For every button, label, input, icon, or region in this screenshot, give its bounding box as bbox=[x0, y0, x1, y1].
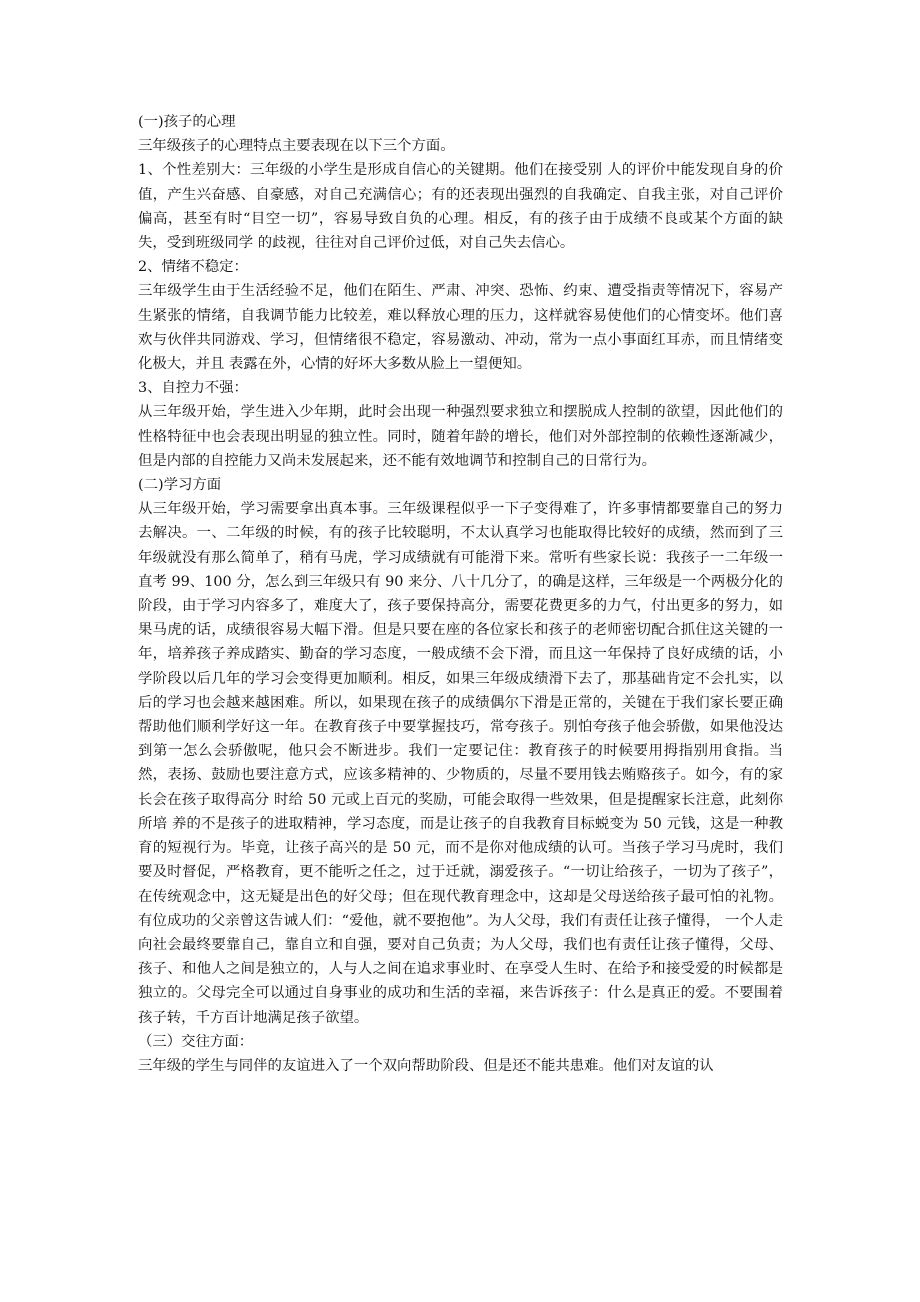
section1-intro: 三年级孩子的心理特点主要表现在以下三个方面。 bbox=[138, 138, 455, 155]
section2-heading: (二)学习方面 bbox=[138, 477, 222, 494]
section3-heading: （三）交往方面： bbox=[138, 1033, 254, 1050]
section1-heading: (一)孩子的心理 bbox=[138, 114, 236, 130]
section1-point2-title: 2、情绪不稳定： bbox=[138, 259, 248, 276]
section1-point3-body: 从三年级开始，学生进入少年期，此时会出现一种强烈要求独立和摆脱成人控制的欲望，因此他们的性格特征中也会表现出明显的独立性。同时，随着年龄的增长，他们对外部控制的依赖性逐渐减少，但是内部的自控能力又尚未发展起来，还不能有效地调节和控制自己的日常行为。 bbox=[138, 404, 783, 469]
section1-point3-title: 3、自控力不强： bbox=[138, 380, 248, 397]
section1-point1: 1、个性差别大：三年级的小学生是形成自信心的关键期。他们在接受别 人的评价中能发现自身的价值，产生兴奋感、自豪感，对自己充满信心；有的还表现出强烈的自我确定、自我主张，对自己评价偏高，甚至有时“目空一切”，容易导致自负的心理。相反，有的孩子由于成绩不良或某个方面的缺失，受到班级同学 的歧视，往往对自己评价过低，对自己失去信心。 bbox=[138, 162, 783, 252]
section3-body: 三年级的学生与同伴的友谊进入了一个双向帮助阶段、但是还不能共患难。他们对友谊的认 bbox=[138, 1057, 714, 1074]
document-page bbox=[138, 110, 783, 1078]
section2-body: 从三年级开始，学习需要拿出真本事。三年级课程似乎一下子变得难了，许多事情都要靠自己的努力去解决。一、二年级的时候，有的孩子比较聪明，不太认真学习也能取得比较好的成绩，然而到了三年级就没有那么简单了，稍有马虎，学习成绩就有可能滑下来。常听有些家长说：我孩子一二年级一直考 99、100 分，怎么到三年级只有 90 来分、八十几分了，的确是这样，三年级是一个两极分化的阶段，由于学习内容多了，难度大了，孩子要保持高分，需要花费更多的力气，付出更多的努力，如果马虎的话，成绩很容易大幅下滑。但是只要在座的各位家长和孩子的老师密切配合抓住这关键的一年，培养孩子养成踏实、勤奋的学习态度，一般成绩不会下滑，而且这一年保持了良好成绩的话，小学阶段以后几年的学习会变得更加顺利。相反，如果三年级成绩滑下去了，那基础肯定不会扎实，以后的学习也会越来越困难。所以，如果现在孩子的成绩偶尔下滑是正常的，关键在于我们家长要正确帮助他们顺利学好这一年。在教育孩子中要掌握技巧，常夸孩子。别怕夸孩子他会骄傲，如果他没达到第一怎么会骄傲呢，他只会不断进步。我们一定要记住：教育孩子的时候要用拇指别用食指。当然，表扬、鼓励也要注意方式，应该多精神的、少物质的，尽量不要用钱去贿赂孩子。如今，有的家长会在孩子取得高分 时给 50 元或上百元的奖励，可能会取得一些效果，但是提醒家长注意，此刻你所培 养的不是孩子的进取精神，学习态度，而是让孩子的自我教育目标蜕变为 50 元钱，这是一种教育的短视行为。毕竟，让孩子高兴的是 50 元，而不是你对他成绩的认可。当孩子学习马虎时，我们要及时督促，严格教育，更不能听之任之，过于迁就，溺爱孩子。“一切让给孩子，一切为了孩子”，在传统观念中，这无疑是出色的好父母；但在现代教育理念中，这却是父母送给孩子最可怕的礼物。有位成功的父亲曾这告诫人们：“爱他，就不要抱他”。为人父母，我们有责任让孩子懂得， 一个人走向社会最终要靠自己，靠自立和自强，要对自己负责；为人父母，我们也有责任让孩子懂得，父母、孩子、和他人之间是独立的，人与人之间在追求事业时、在享受人生时、在给予和接受爱的时候都是独立的。父母完全可以通过自身事业的成功和生活的幸福，来告诉孩子：什么是真正的爱。不要围着孩子转，千方百计地满足孩子欲望。 bbox=[138, 501, 783, 1026]
section1-point2-body: 三年级学生由于生活经验不足，他们在陌生、严肃、冲突、恐怖、约束、遭受指责等情况下，容易产生紧张的情绪，自我调节能力比较差，难以释放心理的压力，这样就容易使他们的心情变坏。他们喜欢与伙伴共同游戏、学习，但情绪很不稳定，容易激动、冲动，常为一点小事面红耳赤，而且情绪变化极大，并且 表露在外，心情的好坏大多数从脸上一望便知。 bbox=[138, 283, 783, 373]
